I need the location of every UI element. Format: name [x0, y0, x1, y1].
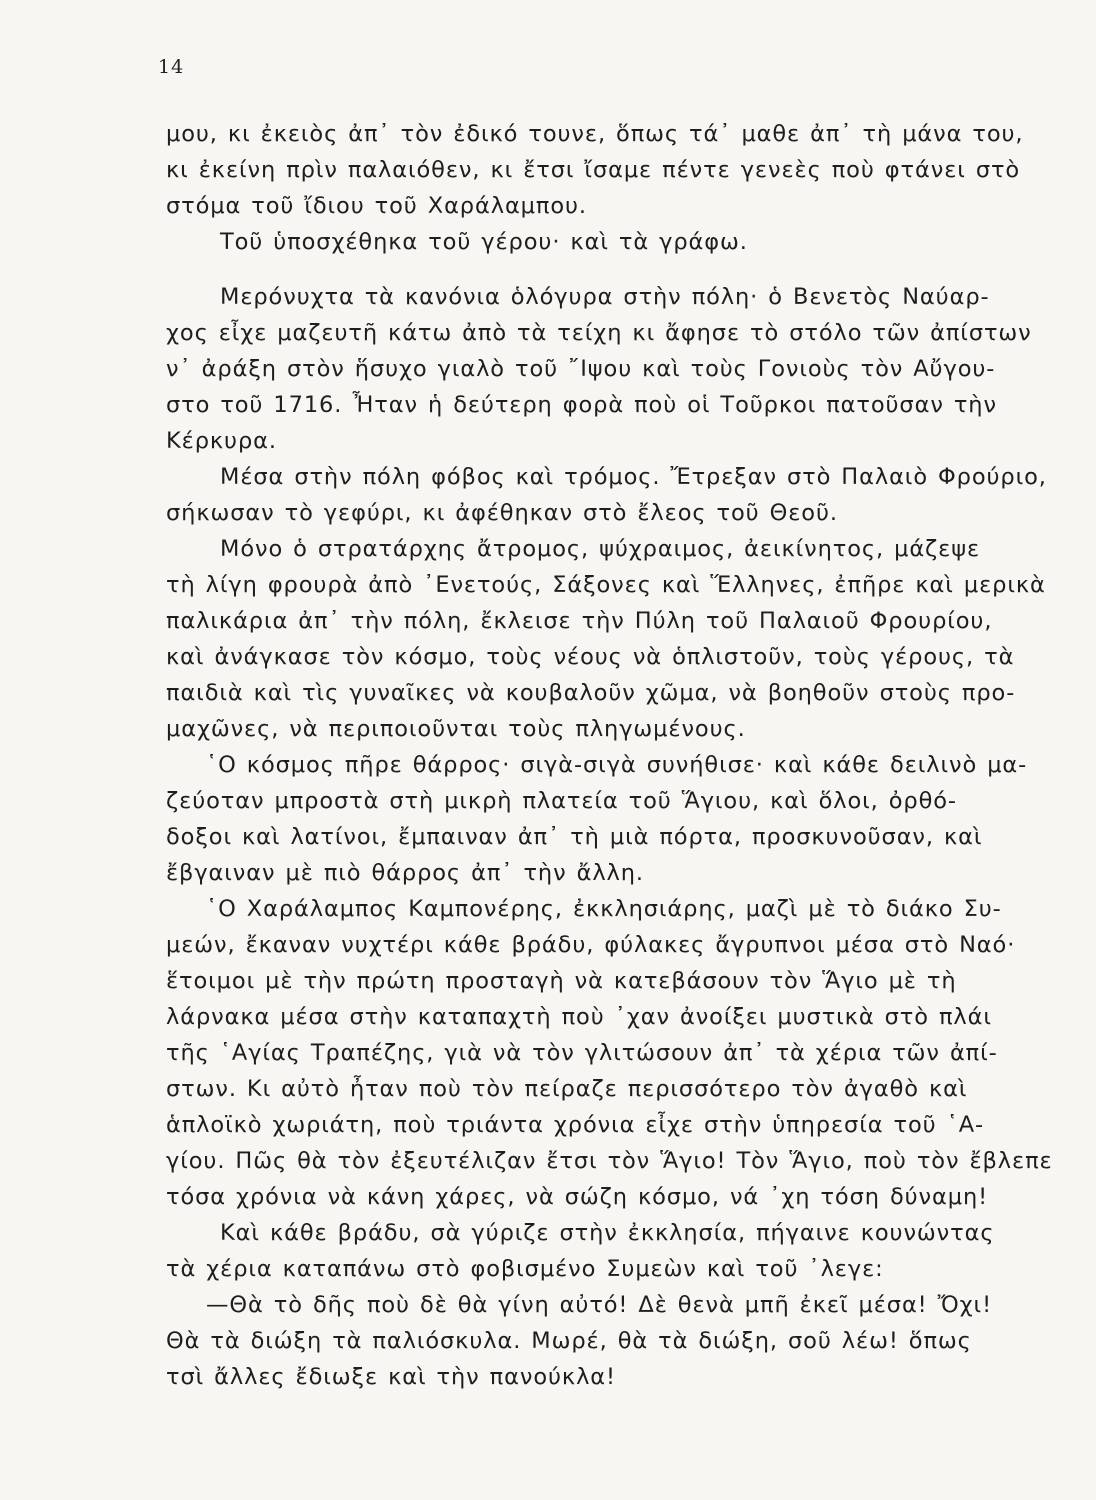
text-line: τὰ χέρια καταπάνω στὸ φοβισμένο Συμεὼν καὶ τοῦ ᾽λεγε: [166, 1256, 884, 1282]
text-line: σήκωσαν τὸ γεφύρι, κι ἀφέθηκαν στὸ ἔλεος τοῦ Θεοῦ. [166, 500, 838, 526]
text-line: μου, κι ἐκειὸς ἀπ᾽ τὸν ἐδικό τουνε, ὅπως τά᾽ μαθε ἀπ᾽ τὴ μάνα του, [166, 121, 1024, 147]
text-line: Κέρκυρα. [166, 428, 277, 454]
text-line: καὶ ἀνάγκασε τὸν κόσμο, τοὺς νέους νὰ ὁπλιστοῦν, τοὺς γέρους, τὰ [166, 644, 1015, 670]
text-line: κι ἐκείνη πρὶν παλαιόθεν, κι ἔτσι ἴσαμε πέντε γενεὲς ποὺ φτάνει στὸ [166, 157, 1021, 183]
text-line: παλικάρια ἀπ᾽ τὴν πόλη, ἔκλεισε τὴν Πύλη τοῦ Παλαιοῦ Φρουρίου, [166, 608, 993, 634]
text-line: ν᾽ ἀράξη στὸν ἥσυχο γιαλὸ τοῦ ῎Ιψου καὶ τοὺς Γονιοὺς τὸν Αὔγου- [166, 356, 996, 382]
text-line: μεών, ἔκαναν νυχτέρι κάθε βράδυ, φύλακες ἄγρυπνοι μέσα στὸ Ναό· [166, 932, 1016, 958]
text-line: παιδιὰ καὶ τὶς γυναῖκες νὰ κουβαλοῦν χῶμα, νὰ βοηθοῦν στοὺς προ- [166, 680, 1016, 706]
text-line: ῾Ο κόσμος πῆρε θάρρος· σιγὰ-σιγὰ συνήθισε· καὶ κάθε δειλινὸ μα- [206, 752, 1028, 778]
text-line: δοξοι καὶ λατίνοι, ἔμπαιναν ἀπ᾽ τὴ μιὰ πόρτα, προσκυνοῦσαν, καὶ [166, 824, 983, 850]
text-line: τσὶ ἄλλες ἔδιωξε καὶ τὴν πανούκλα! [166, 1364, 616, 1390]
text-line: Μόνο ὁ στρατάρχης ἄτρομος, ψύχραιμος, ἀεικίνητος, μάζεψε [220, 536, 981, 562]
text-line: Καὶ κάθε βράδυ, σὰ γύριζε στὴν ἐκκλησία, πήγαινε κουνώντας [220, 1220, 995, 1246]
text-line: ἔβγαιναν μὲ πιὸ θάρρος ἀπ᾽ τὴν ἄλλη. [166, 860, 644, 886]
text-line: Μερόνυχτα τὰ κανόνια ὁλόγυρα στὴν πόλη· ὁ Βενετὸς Ναύαρ- [220, 284, 990, 310]
text-line: —Θὰ τὸ δῆς ποὺ δὲ θὰ γίνη αὐτό! Δὲ θενὰ μπῆ ἐκεῖ μέσα! Ὄχι! [206, 1292, 992, 1318]
text-line: χος εἶχε μαζευτῆ κάτω ἀπὸ τὰ τείχη κι ἄφησε τὸ στόλο τῶν ἀπίστων [166, 320, 1032, 346]
text-line: ῾Ο Χαράλαμπος Καμπονέρης, ἐκκλησιάρης, μαζὶ μὲ τὸ διάκο Συ- [206, 896, 1002, 922]
text-line: ἕτοιμοι μὲ τὴν πρώτη προσταγὴ νὰ κατεβάσουν τὸν Ἅγιο μὲ τὴ [166, 968, 957, 994]
text-line: στων. Κι αὐτὸ ἦταν ποὺ τὸν πείραζε περισσότερο τὸν ἀγαθὸ καὶ [166, 1076, 968, 1102]
text-line: λάρνακα μέσα στὴν καταπαχτὴ ποὺ ᾽χαν ἀνοίξει μυστικὰ στὸ πλάι [166, 1004, 992, 1030]
text-line: Τοῦ ὑποσχέθηκα τοῦ γέρου· καὶ τὰ γράφω. [220, 229, 748, 255]
text-line: γίου. Πῶς θὰ τὸν ἐξευτέλιζαν ἔτσι τὸν Ἅγιο! Τὸν Ἅγιο, ποὺ τὸν ἔβλεπε [166, 1148, 1053, 1174]
text-line: Θὰ τὰ διώξη τὰ παλιόσκυλα. Μωρέ, θὰ τὰ διώξη, σοῦ λέω! ὅπως [166, 1328, 972, 1354]
text-line: τῆς ῾Αγίας Τραπέζης, γιὰ νὰ τὸν γλιτώσουν ἀπ᾽ τὰ χέρια τῶν ἀπί- [166, 1040, 998, 1066]
text-line: τὴ λίγη φρουρὰ ἀπὸ ᾽Ενετούς, Σάξονες καὶ Ἕλληνες, ἐπῆρε καὶ μερικὰ [166, 572, 1046, 598]
text-line: μαχῶνες, νὰ περιποιοῦνται τοὺς πληγωμένους. [166, 716, 746, 742]
text-line: ἁπλοϊκὸ χωριάτη, ποὺ τριάντα χρόνια εἶχε στὴν ὑπηρεσία τοῦ ῾Α- [166, 1112, 985, 1138]
paragraph-gap [166, 260, 1046, 279]
page-number: 14 [158, 56, 185, 78]
text-line: στόμα τοῦ ἴδιου τοῦ Χαράλαμπου. [166, 193, 587, 219]
body-text [166, 116, 1053, 1395]
text-line: ζεύοταν μπροστὰ στὴ μικρὴ πλατεία τοῦ Ἅγιου, καὶ ὅλοι, ὀρθό- [166, 788, 957, 814]
text-line: τόσα χρόνια νὰ κάνη χάρες, νὰ σώζη κόσμο, νά ᾽χη τόση δύναμη! [166, 1184, 989, 1210]
text-line: στο τοῦ 1716. Ἦταν ἡ δεύτερη φορὰ ποὺ οἱ Τοῦρκοι πατοῦσαν τὴν [166, 392, 997, 418]
text-line: Μέσα στὴν πόλη φόβος καὶ τρόμος. Ἔτρεξαν στὸ Παλαιὸ Φρούριο, [220, 464, 1047, 490]
